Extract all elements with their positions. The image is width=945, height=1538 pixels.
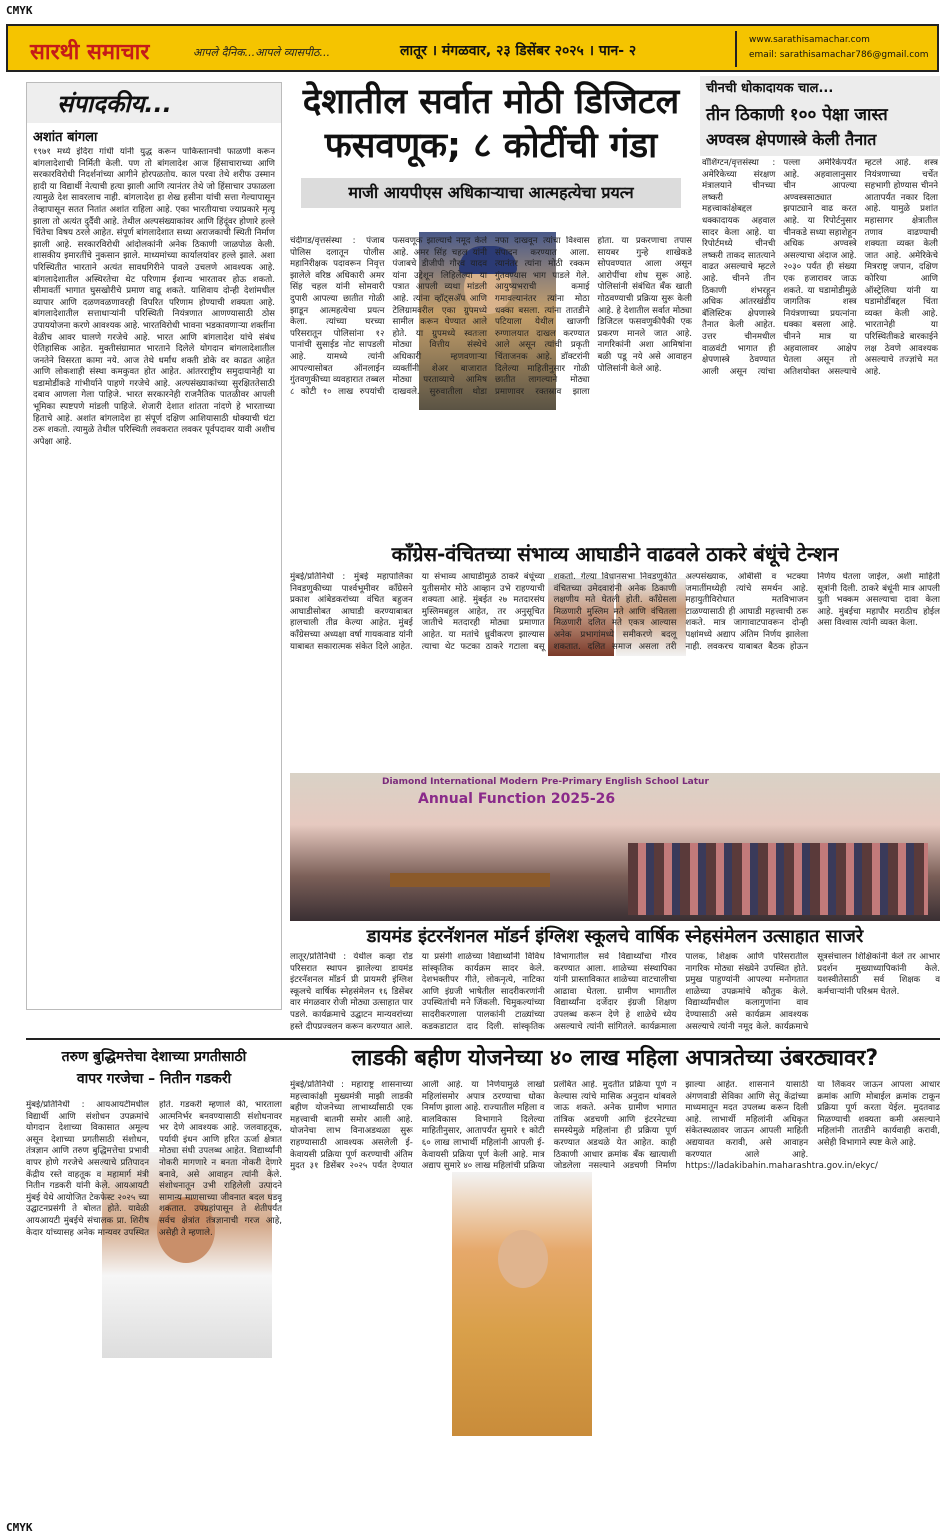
- lead-headline-line2: फसवणूक; ८ कोटींची गंडा: [324, 126, 658, 166]
- side-headline-line1: तीन ठिकाणी १०० पेक्षा जास्त: [706, 105, 888, 125]
- side-headline-line2: अण्वस्त्र क्षेपणास्त्रे केली तैनात: [706, 130, 877, 149]
- school-banner-event: Annual Function 2025-26: [418, 791, 616, 807]
- side-kicker: चीनची धोकादायक चाल...: [706, 81, 834, 96]
- registration-mark-top: CMYK: [6, 4, 33, 17]
- lead-subheadline-box: [301, 178, 681, 208]
- school-photo: [290, 773, 940, 921]
- registration-mark-bottom: CMYK: [6, 1521, 33, 1534]
- masthead-brand: सारथी समाचार: [30, 40, 150, 65]
- side-body: वॉशिंग्टन/वृत्तसंस्था : अमेरिकेच्या संरक्षण मंत्रालयाने चीनच्या लष्करी महत्त्वाकांक्षेबद्दल धक्कादायक अहवाल सादर केला आहे. या रिपोर्टमध्ये चीनची लष्करी ताकद सातत्याने वाढत असल्याचे म्हटले आहे. चीनने तीन ठिकाणी शंभरहून अधिक आंतरखंडीय बॅलिस्टिक क्षेपणास्त्रे तैनात केली आहेत. उत्तर चीनमधील वाळवंटी भागात ही क्षेपणास्त्रे ठेवण्यात आली असून त्यांचा पल्ला अमेरिकेपर्यंत आहे. अहवालानुसार चीन आपल्या अण्वस्त्रसाठ्यात झपाट्याने वाढ करत आहे. या रिपोर्टनुसार चीनकडे सध्या सहाशेहून अधिक अण्वस्त्रे असल्याचा अंदाज आहे. २०३० पर्यंत ही संख्या एक हजारावर जाऊ शकते. या घडामोडीमुळे जागतिक शस्त्र नियंत्रणाच्या प्रयत्नांना धक्का बसला आहे. चीनने मात्र या अहवालावर आक्षेप घेतला असून तो अतिशयोक्त असल्याचे म्हटले आहे. शस्त्र नियंत्रणाच्या चर्चेत सहभागी होण्यास चीनने आतापर्यंत नकार दिला आहे. यामुळे प्रशांत महासागर क्षेत्रातील तणाव वाढण्याची शक्यता व्यक्त केली जात आहे. अमेरिकेचे मित्रराष्ट्र जपान, दक्षिण कोरिया आणि ऑस्ट्रेलिया यांनी या घडामोडींबद्दल चिंता व्यक्त केली आहे. भारतानेही या परिस्थितीकडे बारकाईने लक्ष ठेवणे आवश्यक असल्याचे तज्ज्ञांचे मत आहे.: [702, 158, 938, 377]
- editorial-author: अशांत बांगला: [33, 130, 98, 145]
- masthead-tagline: आपले दैनिक...आपले व्यासपीठ...: [193, 46, 331, 59]
- congress-headline: काँग्रेस-वंचितच्या संभाव्य आघाडीने वाढवले ठाकरे बंधूंचे टेन्शन: [391, 542, 839, 566]
- editorial-section: [26, 82, 282, 1010]
- website-text[interactable]: www.sarathisamachar.com: [749, 35, 870, 45]
- ladki-headline: लाडकी बहीण योजनेच्या ४० लाख महिला अपात्रतेच्या उंबरठ्यावर?: [351, 1046, 879, 1071]
- section-divider: [26, 1038, 940, 1040]
- gadkari-headline-line2: वापर गरजेचा – नितीन गडकरी: [76, 1071, 232, 1087]
- gadkari-headline-line1: तरुण बुद्धिमत्तेचा देशाच्या प्रगतीसाठी: [61, 1049, 247, 1065]
- lead-headline-block: [290, 80, 692, 252]
- school-banner-title: Diamond International Modern Pre-Primary English School Latur: [382, 777, 709, 787]
- gadkari-body: मुंबई/प्रतिनिधी : आयआयटीमधील विद्यार्थी आणि संशोधन उपक्रमांचे योगदान देशाच्या विकासात अमूल्य असून देशाच्या प्रगतीसाठी संशोधन, तंत्रज्ञान आणि तरुण बुद्धिमत्तेचा प्रभावी वापर होणे गरजेचे असल्याचे प्रतिपादन केंद्रीय रस्ते वाहतूक व महामार्ग मंत्री नितीन गडकरी यांनी केले. आयआयटी मुंबई येथे आयोजित टेकफेस्ट २०२५ च्या उद्घाटनप्रसंगी ते बोलत होते. यावेळी आयआयटी मुंबईचे संचालक प्रा. शिरीष केदार यांच्यासह अनेक मान्यवर उपस्थित होते. गडकरी म्हणाले की, भारताला आत्मनिर्भर बनवण्यासाठी संशोधनावर भर देणे आवश्यक आहे. जलवाहतूक, पर्यायी इंधन आणि हरित ऊर्जा क्षेत्रात मोठ्या संधी उपलब्ध आहेत. विद्यार्थ्यांनी नोकरी मागणारे न बनता नोकरी देणारे बनावे, असे आवाहन त्यांनी केले. संशोधनातून उभी राहिलेली उत्पादने सामान्य माणसाच्या जीवनात बदल घडवू शकतात. उपग्रहांपासून ते शेतीपर्यंत सर्वच क्षेत्रांत तंत्रज्ञानाची गरज आहे, असेही ते म्हणाले.: [26, 1100, 282, 1238]
- congress-body: मुंबई/प्रतिनिधी : मुंबई महापालिका निवडणुकीच्या पार्श्वभूमीवर काँग्रेसने प्रकाश आंबेडकरांच्या वंचित बहुजन आघाडीसोबत आघाडी करण्याबाबत हालचाली तीव्र केल्या आहेत. मुंबई काँग्रेसच्या अध्यक्षा वर्षा गायकवाड यांनी याबाबत सकारात्मक संकेत दिले आहेत. या संभाव्य आघाडीमुळे ठाकरे बंधूंच्या युतीसमोर मोठे आव्हान उभे राहण्याची शक्यता आहे. मुंबईत २७ मतदारसंघ मुस्लिमबहुल आहेत, तर अनुसूचित जातीचे मतदारही मोठ्या प्रमाणात आहेत. या मतांचे ध्रुवीकरण झाल्यास त्याचा थेट फटका ठाकरे गटाला बसू शकतो. गेल्या विधानसभा निवडणुकीत वंचितच्या उमेदवारांनी अनेक ठिकाणी लक्षणीय मते घेतली होती. काँग्रेसला मिळणारी मुस्लिम मते आणि वंचितला मिळणारी दलित मते एकत्र आल्यास अनेक प्रभागांमध्ये समीकरणे बदलू शकतात. दलित समाज असला तरी अल्पसंख्याक, ओबीसी व भटक्या जमातींमध्येही त्यांचे समर्थन आहे. महायुतीविरोधात मतविभाजन टाळण्यासाठी ही आघाडी महत्त्वाची ठरू शकते. मात्र जागावाटपावरून दोन्ही पक्षांमध्ये अद्याप अंतिम निर्णय झालेला नाही. लवकरच याबाबत बैठक होऊन निर्णय घेतला जाईल, अशी माहिती सूत्रांनी दिली. ठाकरे बंधूंनी मात्र आपली युती भक्कम असल्याचा दावा केला आहे. मुंबईचा महापौर मराठीच होईल असा विश्वास त्यांनी व्यक्त केला.: [290, 572, 940, 652]
- gadkari-headline-block: [26, 1046, 282, 1094]
- lead-subheadline: माजी आयपीएस अधिकाऱ्याचा आत्महत्येचा प्रयत्न: [348, 183, 634, 202]
- email-text[interactable]: email: sarathisamachar786@gmail.com: [749, 50, 929, 60]
- masthead-bar: [6, 24, 939, 72]
- side-headline-block: [700, 76, 940, 156]
- lead-headline-line1: देशातील सर्वात मोठी डिजिटल: [302, 82, 680, 122]
- masthead-contact: [735, 31, 939, 67]
- editorial-body: १९७१ मध्ये इंदिरा गांधी यांनी युद्ध करून पाकिस्तानची फाळणी करून बांगलादेशाची निर्मिती केली. पण तो बांगलादेश आज हिंसाचाराच्या आणि सरकारविरोधी निदर्शनांच्या आगीने होरपळतोय. काल परवा तेथे शरीफ उस्मान हादी या विद्यार्थी नेत्याची हत्या झाली आणि त्यानंतर तेथे जो हिंसाचार उफाळला त्यामुळे देश सावरलाच नाही. बांगलादेश हा शेख हसीना यांची सत्ता गेल्यापासून तेव्हापासून सतत नितांत अशांत राहिला आहे. एका भारतीयाचा ज्याप्रकारे मृत्यू झाला तो अत्यंत दुर्दैवी आहे. तेथील अल्पसंख्याकांवर आणि हिंदूंवर होणारे हल्ले चिंतेचा विषय ठरले आहेत. संपूर्ण बांगलादेशात सध्या अराजकाची स्थिती निर्माण झाली आहे. सरकारविरोधी आंदोलकांनी अनेक ठिकाणी जाळपोळ केली. शासकीय इमारतींचे नुकसान झाले. माध्यमांच्या कार्यालयांवर हल्ले झाले. अशा परिस्थितीत भारताने अत्यंत सावधगिरीने पावले उचलणे आवश्यक आहे. बांगलादेशातील अस्थिरतेचा थेट परिणाम ईशान्य भारतावर होऊ शकतो. सीमावर्ती भागात घुसखोरीचे प्रमाण वाढू शकते. याशिवाय दोन्ही देशांमधील व्यापार आणि दळणवळणावरही विपरित परिणाम होण्याची शक्यता आहे. बांगलादेशातील सत्ताधाऱ्यांनी परिस्थिती नियंत्रणात आणण्यासाठी ठोस उपाययोजना करणे आवश्यक आहे. भारतविरोधी भावना भडकावणाऱ्या शक्तींना वेळीच आवर घालणे गरजेचे आहे. भारत आणि बांगलादेश यांचे संबंध ऐतिहासिक आहेत. मुक्तीसंग्रामात भारताने दिलेले योगदान बांगलादेशातील जनतेने विसरता कामा नये. आज तेथे धर्मांध शक्ती डोके वर काढत आहेत आणि लोकशाही संस्था कमकुवत होत आहेत. आंतरराष्ट्रीय समुदायानेही या घडामोडींकडे गांभीर्याने पाहणे गरजेचे आहे. अल्पसंख्याकांच्या सुरक्षिततेसाठी दबाव आणला गेला पाहिजे. भारत सरकारनेही राजनैतिक पातळीवर आपली भूमिका स्पष्टपणे मांडली पाहिजे. शेजारी देशात शांतता नांदणे हे भारताच्या हिताचे आहे. अशांत बांगलादेश हा संपूर्ण दक्षिण आशियासाठी धोक्याची घंटा ठरू शकतो. त्यामुळे तेथील परिस्थिती लवकरात लवकर पूर्वपदावर यावी अशीच अपेक्षा आहे.: [33, 147, 275, 447]
- school-photo-table: [390, 873, 550, 887]
- masthead-dateline: लातूर । मंगळवार, २३ डिसेंबर २०२५ । पान- २: [400, 43, 637, 59]
- lead-body: चंदीगड/वृत्तसंस्था : पंजाब पोलिस दलातून पोलीस महानिरीक्षक पदावरून निवृत्त झालेले वरिष्ठ अधिकारी अमर सिंह चहल यांनी सोमवारी दुपारी आपल्या छातीत गोळी झाडून आत्महत्येचा प्रयत्न केला. त्यांच्या घरच्या परिसरातून पोलिसांना १२ पानांची सुसाईड नोट सापडली आहे. यामध्ये त्यांनी आपल्यासोबत ऑनलाईन गुंतवणुकीच्या व्यवहारात तब्बल ८ कोटी १० लाख रुपयांची फसवणूक झाल्याचे नमूद केले आहे. अमर सिंह चहल यांनी पंजाबचे डीजीपी गौरव यादव यांना उद्देशून लिहिलेल्या या पत्रात आपली व्यथा मांडली आहे. त्यांना व्हॉट्सअ‍ॅप आणि टेलिग्रामवरील एका ग्रुपमध्ये सामील करून घेण्यात आले होते. या ग्रुपमध्ये स्वतःला मोठ्या वित्तीय संस्थेचे अधिकारी म्हणवणाऱ्या व्यक्तींनी शेअर बाजारात मोठ्या परताव्याचे आमिष दाखवले. सुरुवातीला थोडा नफा दाखवून त्यांचा विश्वास संपादन करण्यात आला. त्यानंतर त्यांना मोठी रक्कम गुंतवण्यास भाग पाडले गेले. आयुष्यभराची कमाई गमावल्यानंतर त्यांना मोठा धक्का बसला. त्यांना तातडीने पटियाला येथील खाजगी रुग्णालयात दाखल करण्यात आले असून त्यांची प्रकृती चिंताजनक आहे. डॉक्टरांनी दिलेल्या माहितीनुसार गोळी छातीत लागल्याने मोठ्या प्रमाणावर रक्तस्राव झाला होता. या प्रकरणाचा तपास सायबर गुन्हे शाखेकडे सोपवण्यात आला असून आरोपींचा शोध सुरू आहे. पोलिसांनी संबंधित बँक खाती गोठवण्याची प्रक्रिया सुरू केली आहे. हे देशातील सर्वात मोठ्या डिजिटल फसवणुकीपैकी एक प्रकरण मानले जात आहे. नागरिकांनी अशा आमिषांना बळी पडू नये असे आवाहन पोलिसांनी केले आहे.: [290, 236, 692, 397]
- editorial-label: संपादकीय...: [57, 90, 172, 118]
- school-headline: डायमंड इंटरनॅशनल मॉडर्न इंग्लिश स्कूलचे वार्षिक स्नेहसंमेलन उत्साहात साजरे: [366, 926, 864, 947]
- school-body: लातूर/प्रतिनिधी : येथील कव्हा रोड परिसरात स्थापन झालेल्या डायमंड इंटरनॅशनल मॉडर्न प्री प्रायमरी इंग्लिश स्कूलचे वार्षिक स्नेहसंमेलन १६ डिसेंबर वार मंगळवार रोजी मोठ्या उत्साहात पार पडले. कार्यक्रमाचे उद्घाटन मान्यवरांच्या हस्ते दीपप्रज्वलन करून करण्यात आले. या प्रसंगी शाळेच्या विद्यार्थ्यांनी विविध सांस्कृतिक कार्यक्रम सादर केले. देशभक्तीपर गीते, लोकनृत्ये, नाटिका आणि इंग्रजी भाषेतील सादरीकरणांनी उपस्थितांची मने जिंकली. चिमुकल्यांच्या सादरीकरणाला पालकांनी टाळ्यांच्या कडकडाटात दाद दिली. सांस्कृतिक विभागातील सर्व विद्यार्थ्यांचा गौरव करण्यात आला. शाळेच्या संस्थापिका यांनी प्रास्ताविकात शाळेच्या वाटचालीचा आढावा घेतला. ग्रामीण भागातील विद्यार्थ्यांना दर्जेदार इंग्रजी शिक्षण उपलब्ध करून देणे हे शाळेचे ध्येय असल्याचे त्यांनी सांगितले. कार्यक्रमाला पालक, शिक्षक आणि परिसरातील नागरिक मोठ्या संख्येने उपस्थित होते. प्रमुख पाहुण्यांनी आपल्या मनोगतात शाळेच्या उपक्रमांचे कौतुक केले. विद्यार्थ्यांमधील कलागुणांना वाव देण्यासाठी असे कार्यक्रम आवश्यक असल्याचे त्यांनी नमूद केले. कार्यक्रमाचे सूत्रसंचालन शिक्षिकांनी केले तर आभार प्रदर्शन मुख्याध्यापिकांनी केले. यशस्वीतेसाठी सर्व शिक्षक व कर्मचाऱ्यांनी परिश्रम घेतले.: [290, 952, 940, 1032]
- ladki-body: मुंबई/प्रतिनिधी : महाराष्ट्र शासनाच्या महत्त्वाकांक्षी मुख्यमंत्री माझी लाडकी बहीण योजनेच्या लाभार्थ्यांसाठी एक महत्त्वाची बातमी समोर आली आहे. योजनेचा लाभ विनाअडथळा सुरू राहण्यासाठी आवश्यक असलेली ई-केवायसी प्रक्रिया पूर्ण करण्याची अंतिम मुदत ३१ डिसेंबर २०२५ पर्यंत देण्यात आली आहे. या निर्णयामुळे लाखो महिलांसमोर अपात्र ठरण्याचा धोका निर्माण झाला आहे. राज्यातील महिला व बालविकास विभागाने दिलेल्या माहितीनुसार, आतापर्यंत सुमारे १ कोटी ६० लाख लाभार्थी महिलांनी आपली ई-केवायसी प्रक्रिया पूर्ण केली आहे. मात्र अद्याप सुमारे ४० लाख महिलांची प्रक्रिया प्रलंबित आहे. मुदतीत प्रक्रिया पूर्ण न केल्यास त्यांचे मासिक अनुदान थांबवले जाऊ शकते. अनेक ग्रामीण भागात तांत्रिक अडचणी आणि इंटरनेटच्या समस्येमुळे महिलांना ही प्रक्रिया पूर्ण करण्यात अडथळे येत आहेत. काही ठिकाणी आधार क्रमांक बँक खात्याशी जोडलेला नसल्याने अडचणी निर्माण झाल्या आहेत. शासनाने यासाठी अंगणवाडी सेविका आणि सेतू केंद्रांच्या माध्यमातून मदत उपलब्ध करून दिली आहे. लाभार्थी महिलांनी अधिकृत संकेतस्थळावर जाऊन आपली माहिती अद्ययावत करावी, असे आवाहन करण्यात आले आहे. https://ladakibahin.maharashtra.gov.in/ekyc/ या लिंकवर जाऊन आपला आधार क्रमांक आणि मोबाईल क्रमांक टाकून प्रक्रिया पूर्ण करता येईल. मुदतवाढ मिळण्याची शक्यता कमी असल्याने महिलांनी तातडीने कार्यवाही करावी, असेही विभागाने स्पष्ट केले आहे.: [290, 1080, 940, 1172]
- editorial-label-box: [27, 83, 281, 123]
- school-photo-audience: [628, 843, 928, 915]
